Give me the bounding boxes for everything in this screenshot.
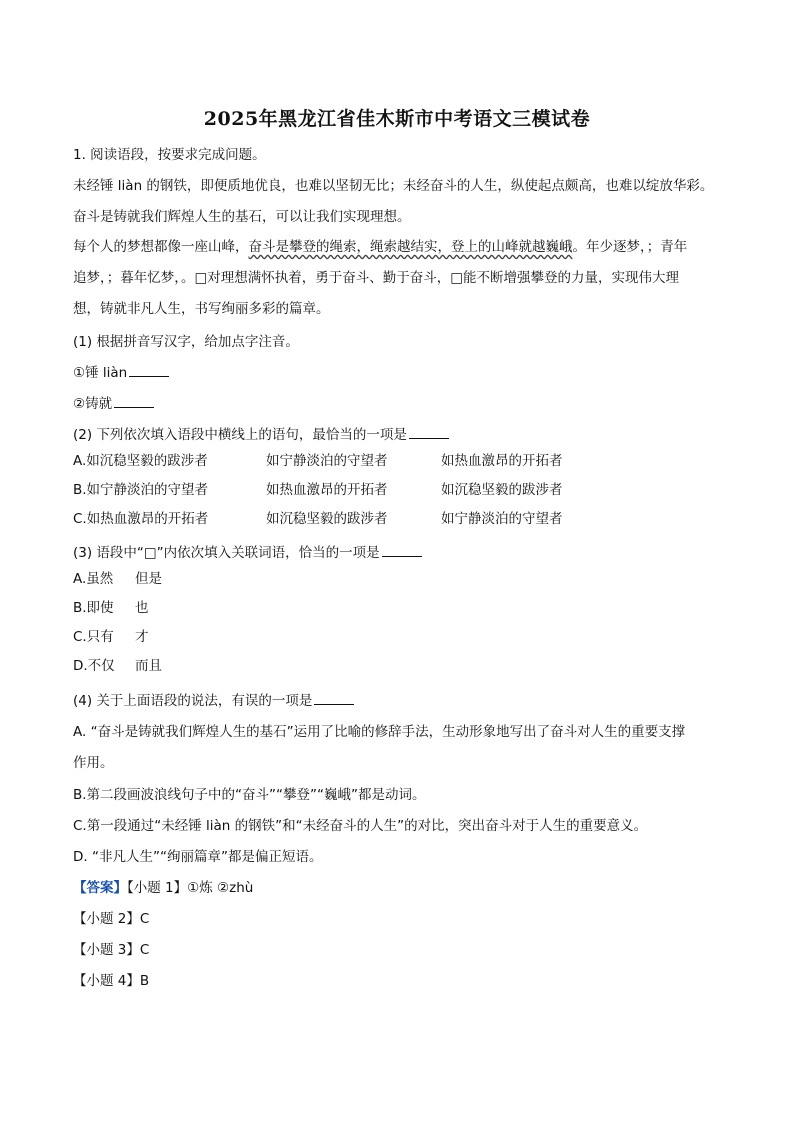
answer-blank: [129, 364, 169, 377]
answer-label: 【答案】: [73, 880, 127, 896]
answer-line-3: 【小题 3】C: [73, 942, 150, 958]
option-a-line-2: 作用。: [73, 755, 114, 771]
option-text: 如沉稳坚毅的跋涉者: [266, 511, 388, 527]
option-d: D. “非凡人生”“绚丽篇章”都是偏正短语。: [73, 849, 323, 865]
wavy-underlined-sentence: 奋斗是攀登的绳索，绳索越结实，登上的山峰就越巍峨: [248, 239, 573, 255]
option-key: D.不仅: [73, 658, 115, 674]
passage-line-3-end: 。年少逐梦，；青年: [572, 239, 688, 255]
option-value: 也: [135, 600, 149, 616]
item-2-text: ②铸就: [73, 396, 113, 412]
option-text: B.如宁静淡泊的守望者: [73, 482, 209, 498]
option-text: 如沉稳坚毅的跋涉者: [441, 482, 563, 498]
option-text: A.如沉稳坚毅的跋涉者: [73, 453, 208, 469]
subquestion-1-item-1: [73, 364, 169, 382]
passage-line-1: 未经锤 liàn 的钢铁，即便质地优良，也难以坚韧无比；未经奋斗的人生，纵使起点颇高，也难以绽放华彩。: [73, 178, 714, 194]
option-text: 如热血激昂的开拓者: [441, 453, 563, 469]
item-1-text: ①锤 liàn: [73, 365, 128, 381]
answer-text: 【小题 1】①炼 ②zhù: [127, 880, 254, 896]
subquestion-2-prompt-text: (2) 下列依次填入语段中横线上的语句，最恰当的一项是: [73, 427, 407, 443]
option-text: C.如热血激昂的开拓者: [73, 511, 209, 527]
option-value: 而且: [135, 658, 162, 674]
option-c: C.第一段通过“未经锤 liàn 的钢铁”和“未经奋斗的人生”的对比，突出奋斗对于人生的重要意义。: [73, 818, 648, 834]
subquestion-4-prompt-text: (4) 关于上面语段的说法，有误的一项是: [73, 693, 313, 709]
subquestion-1-prompt: (1) 根据拼音写汉字，给加点字注音。: [73, 334, 299, 350]
answer-line-4: 【小题 4】B: [73, 973, 150, 989]
question-1-prompt: 1. 阅读语段，按要求完成问题。: [73, 147, 266, 163]
passage-line-3-start: 每个人的梦想都像一座山峰，: [73, 239, 249, 255]
option-text: 如宁静淡泊的守望者: [266, 453, 388, 469]
passage-line-4: 追梦，；暮年忆梦，。□对理想满怀执着，勇于奋斗、勤于奋斗，□能不断增强攀登的力量，实现伟大理: [73, 270, 680, 286]
subquestion-4-prompt: [73, 692, 354, 710]
answer-line-1: [73, 879, 253, 897]
answer-blank: [382, 544, 422, 557]
page-title: 2025年黑龙江省佳木斯市中考语文三模试卷: [203, 108, 591, 130]
subquestion-3-prompt: [73, 544, 422, 562]
option-key: A.虽然: [73, 571, 114, 587]
option-text: 如宁静淡泊的守望者: [441, 511, 563, 527]
option-a-line-1: A. “奋斗是铸就我们辉煌人生的基石”运用了比喻的修辞手法，生动形象地写出了奋斗对人生的重要支撑: [73, 724, 686, 740]
option-key: C.只有: [73, 629, 114, 645]
option-value: 才: [135, 629, 149, 645]
answer-blank: [114, 395, 154, 408]
option-b: B.第二段画波浪线句子中的“奋斗”“攀登”“巍峨”都是动词。: [73, 787, 426, 803]
subquestion-2-prompt: [73, 426, 449, 444]
answer-blank: [314, 692, 354, 705]
passage-line-5: 想，铸就非凡人生，书写绚丽多彩的篇章。: [73, 301, 330, 317]
option-key: B.即使: [73, 600, 114, 616]
passage-line-3: [73, 238, 687, 256]
answer-line-2: 【小题 2】C: [73, 911, 150, 927]
option-text: 如热血激昂的开拓者: [266, 482, 388, 498]
answer-blank: [409, 426, 449, 439]
passage-line-2: 奋斗是铸就我们辉煌人生的基石，可以让我们实现理想。: [73, 209, 411, 225]
subquestion-3-prompt-text: (3) 语段中“□”内依次填入关联词语，恰当的一项是: [73, 545, 380, 561]
subquestion-1-item-2: [73, 395, 154, 413]
option-value: 但是: [135, 571, 162, 587]
